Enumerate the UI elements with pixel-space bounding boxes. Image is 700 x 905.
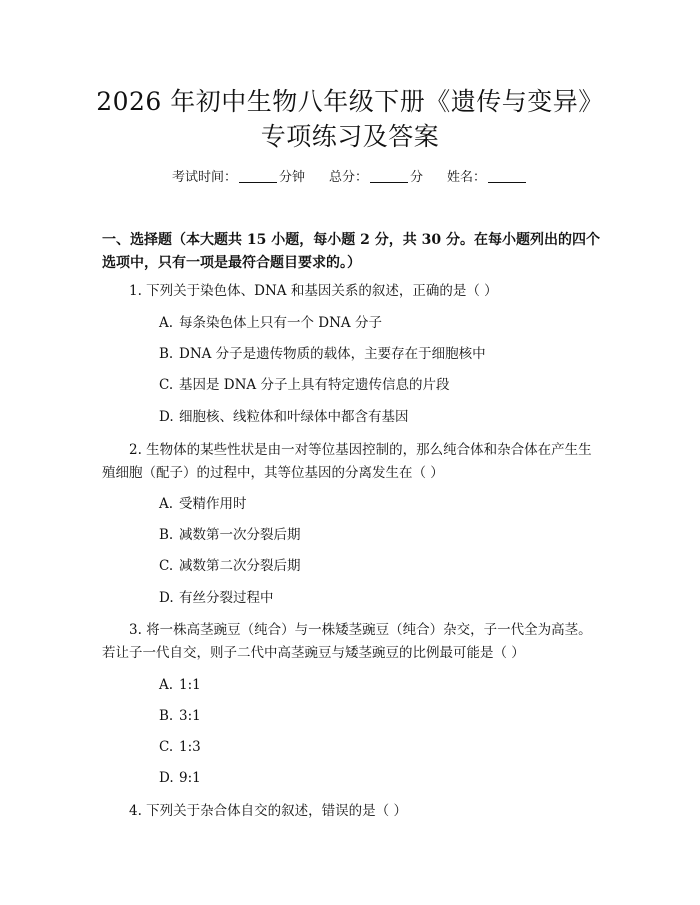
question-2-option-b xyxy=(159,525,301,545)
option-text: 减数第一次分裂后期 xyxy=(179,527,301,543)
question-3-option-d xyxy=(159,768,201,788)
option-text: 9:1 xyxy=(179,770,201,786)
option-letter: D. xyxy=(159,409,174,425)
question-2-option-d xyxy=(159,588,274,608)
score-label: 总分： xyxy=(328,170,368,185)
option-letter: C. xyxy=(159,558,174,574)
option-letter: A. xyxy=(159,496,174,512)
score-blank xyxy=(370,170,408,183)
question-1-option-b xyxy=(159,344,486,364)
option-letter: B. xyxy=(159,527,174,543)
option-letter: A. xyxy=(159,315,174,331)
time-unit: 分钟 xyxy=(278,170,305,185)
name-label: 姓名： xyxy=(447,170,487,185)
question-1-option-a xyxy=(159,313,382,333)
question-2-stem: 2. 生物体的某些性状是由一对等位基因控制的，那么纯合体和杂合体在产生生殖细胞（配子）的过程中，其等位基因的分离发生在（ ） xyxy=(102,442,592,481)
exam-info-row xyxy=(0,168,700,188)
question-1-option-c xyxy=(159,375,449,395)
option-text: 3:1 xyxy=(179,708,201,724)
option-text: DNA 分子是遗传物质的载体，主要存在于细胞核中 xyxy=(179,346,486,362)
option-letter: A. xyxy=(159,677,174,693)
question-3-option-a xyxy=(159,675,201,695)
question-1-stem: 1. 下列关于染色体、DNA 和基因关系的叙述，正确的是（ ） xyxy=(129,283,498,299)
option-text: 每条染色体上只有一个 DNA 分子 xyxy=(179,315,382,331)
page-title-line1: 2026 年初中生物八年级下册《遗传与变异》 xyxy=(96,87,604,116)
score-unit: 分 xyxy=(410,170,424,185)
question-3-option-c xyxy=(159,737,201,757)
question-2-option-c xyxy=(159,556,301,576)
option-text: 细胞核、线粒体和叶绿体中都含有基因 xyxy=(179,409,409,425)
name-blank xyxy=(488,170,526,183)
time-label: 考试时间： xyxy=(171,170,237,185)
option-text: 1:3 xyxy=(179,739,201,755)
option-letter: C. xyxy=(159,377,174,393)
time-blank xyxy=(239,170,277,183)
option-letter: D. xyxy=(159,590,174,606)
option-text: 减数第二次分裂后期 xyxy=(179,558,301,574)
option-letter: C. xyxy=(159,739,174,755)
question-1-option-d xyxy=(159,407,409,427)
question-3-stem: 3. 将一株高茎豌豆（纯合）与一株矮茎豌豆（纯合）杂交，子一代全为高茎。若让子一代自交，则子二代中高茎豌豆与矮茎豌豆的比例最可能是（ ） xyxy=(102,622,592,661)
page-title-line2: 专项练习及答案 xyxy=(260,122,440,151)
name-field xyxy=(447,168,528,188)
question-2-option-a xyxy=(159,494,247,514)
option-text: 受精作用时 xyxy=(179,496,247,512)
section-heading: 一、选择题（本大题共 15 小题，每小题 2 分，共 30 分。在每小题列出的四个选项中，只有一项是最符合题目要求的。） xyxy=(102,232,600,271)
option-text: 1:1 xyxy=(179,677,201,693)
option-text: 基因是 DNA 分子上具有特定遗传信息的片段 xyxy=(179,377,450,393)
question-3-option-b xyxy=(159,706,201,726)
question-4-stem: 4. 下列关于杂合体自交的叙述，错误的是（ ） xyxy=(129,803,407,819)
option-text: 有丝分裂过程中 xyxy=(179,590,274,606)
option-letter: D. xyxy=(159,770,174,786)
score-field xyxy=(329,168,423,188)
option-letter: B. xyxy=(159,346,174,362)
time-field xyxy=(172,168,305,188)
option-letter: B. xyxy=(159,708,174,724)
